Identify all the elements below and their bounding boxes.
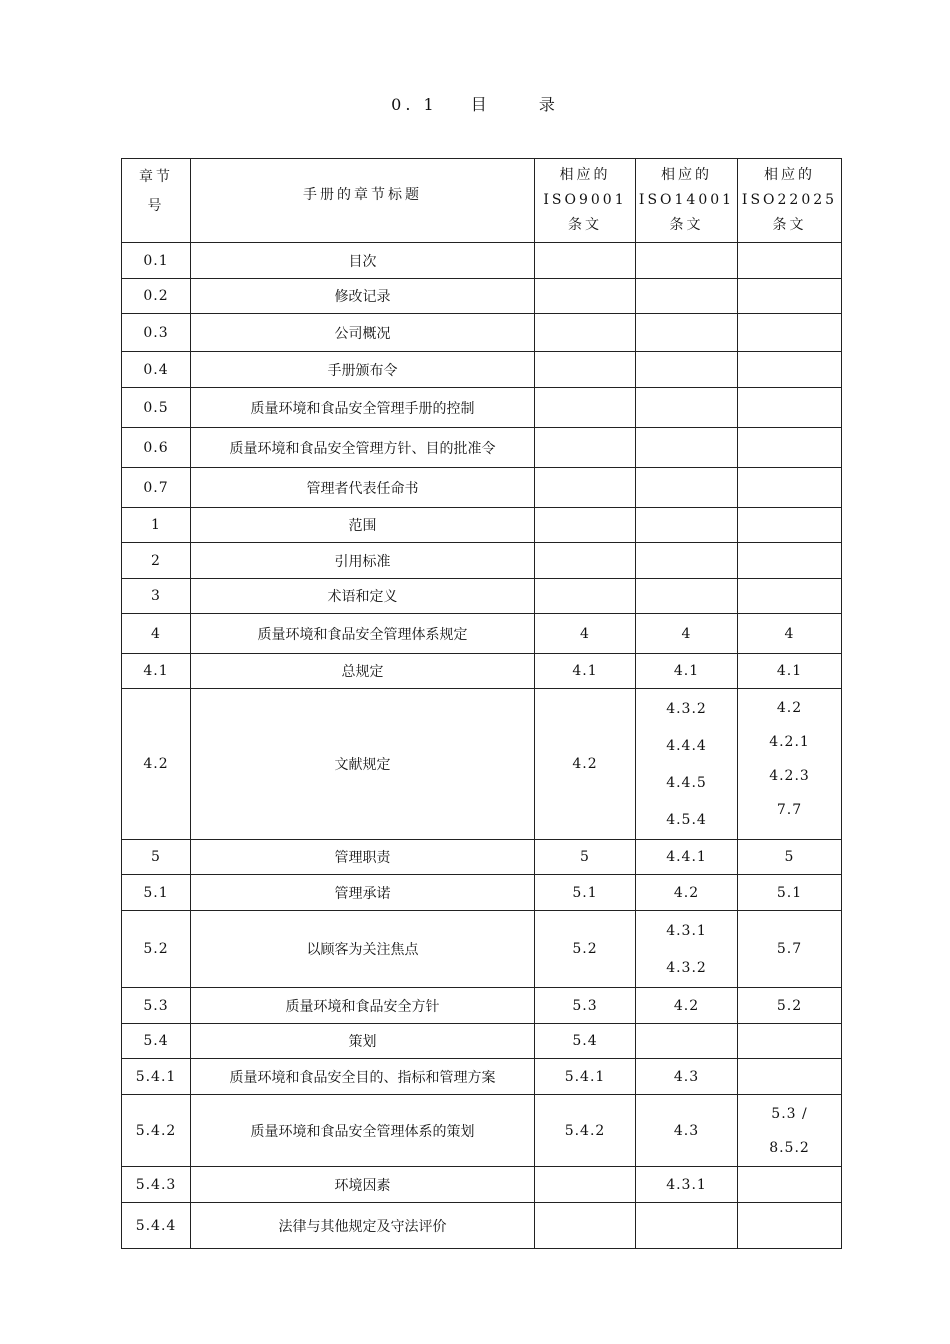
chapter-number-cell: 1: [122, 508, 191, 543]
table-row: [122, 840, 842, 875]
iso22025-cell: [738, 654, 842, 689]
clause-ref: 4.3.2: [666, 960, 707, 976]
table-row: [122, 243, 842, 279]
chapter-number-cell: 0.3: [122, 314, 191, 352]
chapter-title-cell: 管理职责: [191, 840, 535, 875]
chapter-title-cell: 引用标准: [191, 543, 535, 579]
table-row: [122, 689, 842, 840]
iso22025-cell: [738, 840, 842, 875]
chapter-number-cell: 0.7: [122, 468, 191, 508]
header-chapter-no: 章节 号: [122, 159, 191, 243]
chapter-title-cell: 管理者代表任命书: [191, 468, 535, 508]
chapter-title-cell: 管理承诺: [191, 875, 535, 911]
table-row: [122, 654, 842, 689]
clause-ref: 5.7: [776, 941, 803, 957]
chapter-title-cell: 质量环境和食品安全管理方针、目的批准令: [191, 428, 535, 468]
clause-ref: 4.2: [673, 884, 700, 901]
clause-ref: 5.2: [776, 997, 803, 1014]
table-row: [122, 468, 842, 508]
table-row: [122, 1059, 842, 1095]
iso14001-cell: [636, 352, 738, 388]
chapter-number-cell: 2: [122, 543, 191, 579]
table-row: [122, 1024, 842, 1059]
iso9001-cell: 5.4: [535, 1024, 636, 1059]
table-row: [122, 428, 842, 468]
chapter-number-cell: 4.2: [122, 689, 191, 840]
chapter-title-cell: 质量环境和食品安全管理手册的控制: [191, 388, 535, 428]
table-row: [122, 508, 842, 543]
table-row: [122, 579, 842, 614]
iso14001-cell: [636, 579, 738, 614]
chapter-number-cell: 5.4.4: [122, 1203, 191, 1249]
iso9001-cell: [535, 243, 636, 279]
iso9001-cell: 4.2: [535, 689, 636, 840]
chapter-title-cell: 法律与其他规定及守法评价: [191, 1203, 535, 1249]
table-row: [122, 988, 842, 1024]
iso9001-cell: 4: [535, 614, 636, 654]
iso22025-cell: [738, 1095, 842, 1167]
iso22025-cell: [738, 1203, 842, 1249]
iso14001-cell: [636, 654, 738, 689]
iso9001-cell: 5.4.2: [535, 1095, 636, 1167]
table-row: [122, 1167, 842, 1203]
clause-ref: 4.2: [776, 700, 803, 716]
iso14001-cell: [636, 1203, 738, 1249]
iso14001-cell: [636, 689, 738, 840]
table-row: [122, 875, 842, 911]
chapter-number-cell: 5.4.3: [122, 1167, 191, 1203]
iso14001-cell: [636, 279, 738, 314]
chapter-number-cell: 0.4: [122, 352, 191, 388]
iso22025-cell: [738, 279, 842, 314]
chapter-title-cell: 文献规定: [191, 689, 535, 840]
chapter-title-cell: 质量环境和食品安全管理体系规定: [191, 614, 535, 654]
iso14001-cell: [636, 388, 738, 428]
header-iso22025: 相应的 ISO22025 条文: [738, 159, 842, 243]
table-row: [122, 388, 842, 428]
clause-ref: 5: [784, 849, 795, 865]
iso22025-cell: [738, 468, 842, 508]
iso22025-cell: [738, 689, 842, 840]
header-iso14001: 相应的 ISO14001 条文: [636, 159, 738, 243]
title-word-2: 录: [538, 95, 559, 114]
iso22025-cell: [738, 352, 842, 388]
table-row: [122, 543, 842, 579]
chapter-title-cell: 质量环境和食品安全管理体系的策划: [191, 1095, 535, 1167]
iso22025-cell: [738, 1059, 842, 1095]
chapter-number-cell: 0.1: [122, 243, 191, 279]
iso22025-cell: [738, 579, 842, 614]
chapter-title-cell: 目次: [191, 243, 535, 279]
iso22025-cell: [738, 243, 842, 279]
iso14001-cell: [636, 508, 738, 543]
iso22025-cell: [738, 1167, 842, 1203]
clause-ref: 4: [784, 625, 795, 642]
chapter-number-cell: 5.4: [122, 1024, 191, 1059]
chapter-number-cell: 4: [122, 614, 191, 654]
clause-ref: 4.4.5: [666, 775, 707, 791]
iso14001-cell: [636, 911, 738, 988]
header-iso9001: 相应的 ISO9001 条文: [535, 159, 636, 243]
clause-ref: 4.3: [673, 1122, 700, 1139]
table-row: [122, 614, 842, 654]
chapter-title-cell: 以顾客为关注焦点: [191, 911, 535, 988]
iso22025-cell: [738, 911, 842, 988]
chapter-title-cell: 术语和定义: [191, 579, 535, 614]
iso22025-cell: [738, 388, 842, 428]
iso14001-cell: [636, 1024, 738, 1059]
iso9001-cell: 5.1: [535, 875, 636, 911]
clause-ref: 4.2.1: [769, 734, 810, 750]
chapter-title-cell: 质量环境和食品安全目的、指标和管理方案: [191, 1059, 535, 1095]
iso9001-cell: [535, 279, 636, 314]
iso22025-cell: [738, 614, 842, 654]
chapter-number-cell: 0.2: [122, 279, 191, 314]
header-chapter-title: 手册的章节标题: [191, 159, 535, 243]
iso14001-cell: [636, 314, 738, 352]
iso9001-cell: 5.4.1: [535, 1059, 636, 1095]
chapter-number-cell: 5.4.2: [122, 1095, 191, 1167]
iso9001-cell: [535, 543, 636, 579]
table-row: [122, 1095, 842, 1167]
title-word-1: 目: [470, 95, 491, 114]
iso14001-cell: [636, 428, 738, 468]
iso22025-cell: [738, 314, 842, 352]
chapter-title-cell: 公司概况: [191, 314, 535, 352]
chapter-number-cell: 5.3: [122, 988, 191, 1024]
iso9001-cell: [535, 352, 636, 388]
iso22025-cell: [738, 508, 842, 543]
iso14001-cell: [636, 1167, 738, 1203]
iso9001-cell: [535, 314, 636, 352]
clause-ref: 4.4.1: [666, 849, 707, 865]
iso14001-cell: [636, 840, 738, 875]
chapter-number-cell: 5: [122, 840, 191, 875]
table-row: [122, 352, 842, 388]
clause-ref: 8.5.2: [769, 1140, 810, 1156]
iso9001-cell: 5.2: [535, 911, 636, 988]
iso22025-cell: [738, 1024, 842, 1059]
clause-ref: 4.3.1: [666, 923, 707, 939]
chapter-title-cell: 总规定: [191, 654, 535, 689]
clause-ref: 4.3.1: [666, 1176, 707, 1193]
iso22025-cell: [738, 875, 842, 911]
iso9001-cell: [535, 1203, 636, 1249]
chapter-number-cell: 0.5: [122, 388, 191, 428]
page-title: [0, 92, 950, 115]
chapter-title-cell: 修改记录: [191, 279, 535, 314]
iso14001-cell: [636, 614, 738, 654]
title-number: 0. 1: [391, 95, 438, 114]
clause-ref: 5.1: [776, 884, 803, 901]
clause-ref: 4: [681, 625, 692, 642]
iso9001-cell: [535, 579, 636, 614]
iso9001-cell: [535, 428, 636, 468]
table-row: [122, 911, 842, 988]
iso9001-cell: [535, 468, 636, 508]
iso14001-cell: [636, 1095, 738, 1167]
iso9001-cell: [535, 508, 636, 543]
iso9001-cell: 5.3: [535, 988, 636, 1024]
chapter-title-cell: 范围: [191, 508, 535, 543]
iso9001-cell: [535, 1167, 636, 1203]
clause-ref: 4.3.2: [666, 701, 707, 717]
iso9001-cell: 5: [535, 840, 636, 875]
chapter-number-cell: 0.6: [122, 428, 191, 468]
clause-ref: 4.3: [673, 1068, 700, 1085]
iso14001-cell: [636, 1059, 738, 1095]
clause-ref: 4.1: [776, 663, 803, 679]
iso14001-cell: [636, 988, 738, 1024]
clause-ref: 7.7: [776, 802, 803, 818]
toc-table: [121, 158, 842, 1249]
iso22025-cell: [738, 988, 842, 1024]
clause-ref: 5.3 /: [771, 1106, 808, 1122]
iso22025-cell: [738, 543, 842, 579]
chapter-title-cell: 环境因素: [191, 1167, 535, 1203]
header-row: [122, 159, 842, 243]
clause-ref: 4.1: [673, 663, 700, 679]
chapter-number-cell: 5.2: [122, 911, 191, 988]
chapter-title-cell: 质量环境和食品安全方针: [191, 988, 535, 1024]
iso14001-cell: [636, 543, 738, 579]
iso14001-cell: [636, 875, 738, 911]
chapter-number-cell: 4.1: [122, 654, 191, 689]
chapter-title-cell: 策划: [191, 1024, 535, 1059]
table-row: [122, 314, 842, 352]
table-row: [122, 279, 842, 314]
iso14001-cell: [636, 468, 738, 508]
table-row: [122, 1203, 842, 1249]
iso9001-cell: 4.1: [535, 654, 636, 689]
chapter-number-cell: 5.4.1: [122, 1059, 191, 1095]
iso9001-cell: [535, 388, 636, 428]
iso14001-cell: [636, 243, 738, 279]
clause-ref: 4.2: [673, 997, 700, 1014]
clause-ref: 4.4.4: [666, 738, 707, 754]
chapter-title-cell: 手册颁布令: [191, 352, 535, 388]
chapter-number-cell: 5.1: [122, 875, 191, 911]
chapter-number-cell: 3: [122, 579, 191, 614]
iso22025-cell: [738, 428, 842, 468]
clause-ref: 4.2.3: [769, 768, 810, 784]
clause-ref: 4.5.4: [666, 812, 707, 828]
